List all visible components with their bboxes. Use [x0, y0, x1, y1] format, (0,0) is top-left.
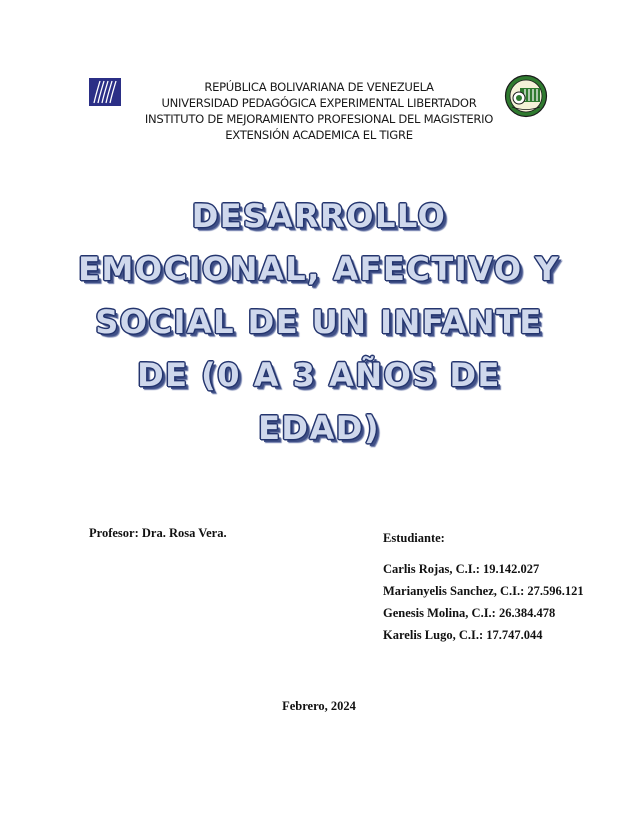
student-entry: Marianyelis Sanchez, C.I.: 27.596.121 [383, 584, 584, 598]
document-title [60, 190, 578, 455]
title-line: EDAD) [258, 409, 380, 447]
student-entry: Genesis Molina, C.I.: 26.384.478 [383, 606, 556, 620]
title-line: DE (0 A 3 AÑOS DE [137, 356, 501, 394]
students-block [383, 531, 584, 646]
header-line-extension: EXTENSIÓN ACADEMICA EL TIGRE [225, 128, 413, 142]
header-line-institute: INSTITUTO DE MEJORAMIENTO PROFESIONAL DEL MAGISTERIO [144, 112, 494, 126]
title-line: SOCIAL DE UN INFANTE [95, 303, 543, 341]
professor-name: Profesor: Dra. Rosa Vera. [89, 526, 227, 540]
header-line-republic: REPÚBLICA BOLIVARIANA DE VENEZUELA [204, 80, 434, 94]
students-label: Estudiante: [383, 531, 445, 545]
title-line: EMOCIONAL, AFECTIVO Y [78, 250, 560, 288]
title-line: DESARROLLO [191, 197, 447, 235]
document-date: Febrero, 2024 [282, 699, 356, 713]
student-entry: Karelis Lugo, C.I.: 17.747.044 [383, 628, 543, 642]
student-entry: Carlis Rojas, C.I.: 19.142.027 [383, 562, 540, 576]
institution-header [100, 79, 538, 143]
header-line-university: UNIVERSIDAD PEDAGÓGICA EXPERIMENTAL LIBERTADOR [161, 96, 477, 110]
